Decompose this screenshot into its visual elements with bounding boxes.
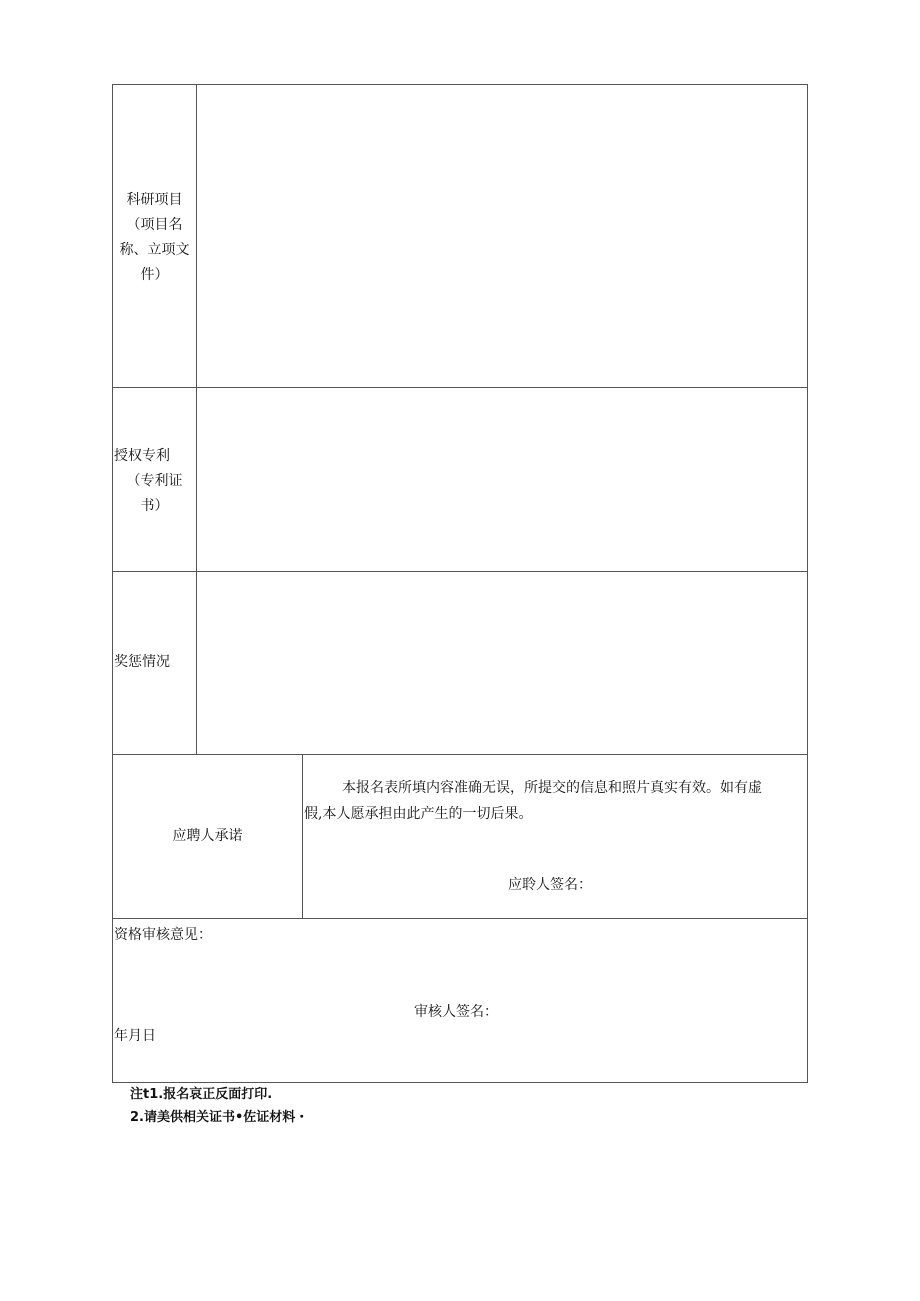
patent-label-line1: 授权专利 (114, 448, 170, 464)
patent-content-field[interactable] (196, 387, 808, 572)
pledge-text-line1: 本报名表所填内容准确无误，所提交的信息和照片真实有效。如有虚 (342, 780, 762, 796)
note-line1: 注t1.报名哀正反面打印. (130, 1087, 273, 1102)
awards-label: 奖惩情况 (114, 654, 170, 670)
patent-label-line2: （专利证 (126, 473, 183, 489)
review-signature-label: 审核人签名： (414, 1004, 498, 1020)
pledge-text-line2: 假,本人愿承担由此产生的一切后果。 (304, 806, 533, 822)
research-label-line4: 件） (140, 267, 169, 283)
research-label-line1: 科研项目 (126, 192, 183, 208)
review-date-label: 年月日 (114, 1028, 156, 1044)
research-content-field[interactable] (196, 84, 808, 388)
review-label: 资格审核意见： (114, 927, 212, 943)
awards-content-field[interactable] (196, 571, 808, 755)
note-line2: 2.请美供相关证书•佐证材料・ (130, 1110, 309, 1125)
research-label-line2: （项目名 (126, 217, 183, 233)
form-notes (130, 1083, 308, 1129)
patent-label-line3: 书） (140, 498, 169, 514)
pledge-signature-label: 应聆人签名： (508, 877, 592, 893)
research-label-line3: 称、立项文 (119, 242, 190, 258)
pledge-label: 应聘人承诺 (172, 828, 243, 844)
application-form-table (112, 84, 808, 1083)
